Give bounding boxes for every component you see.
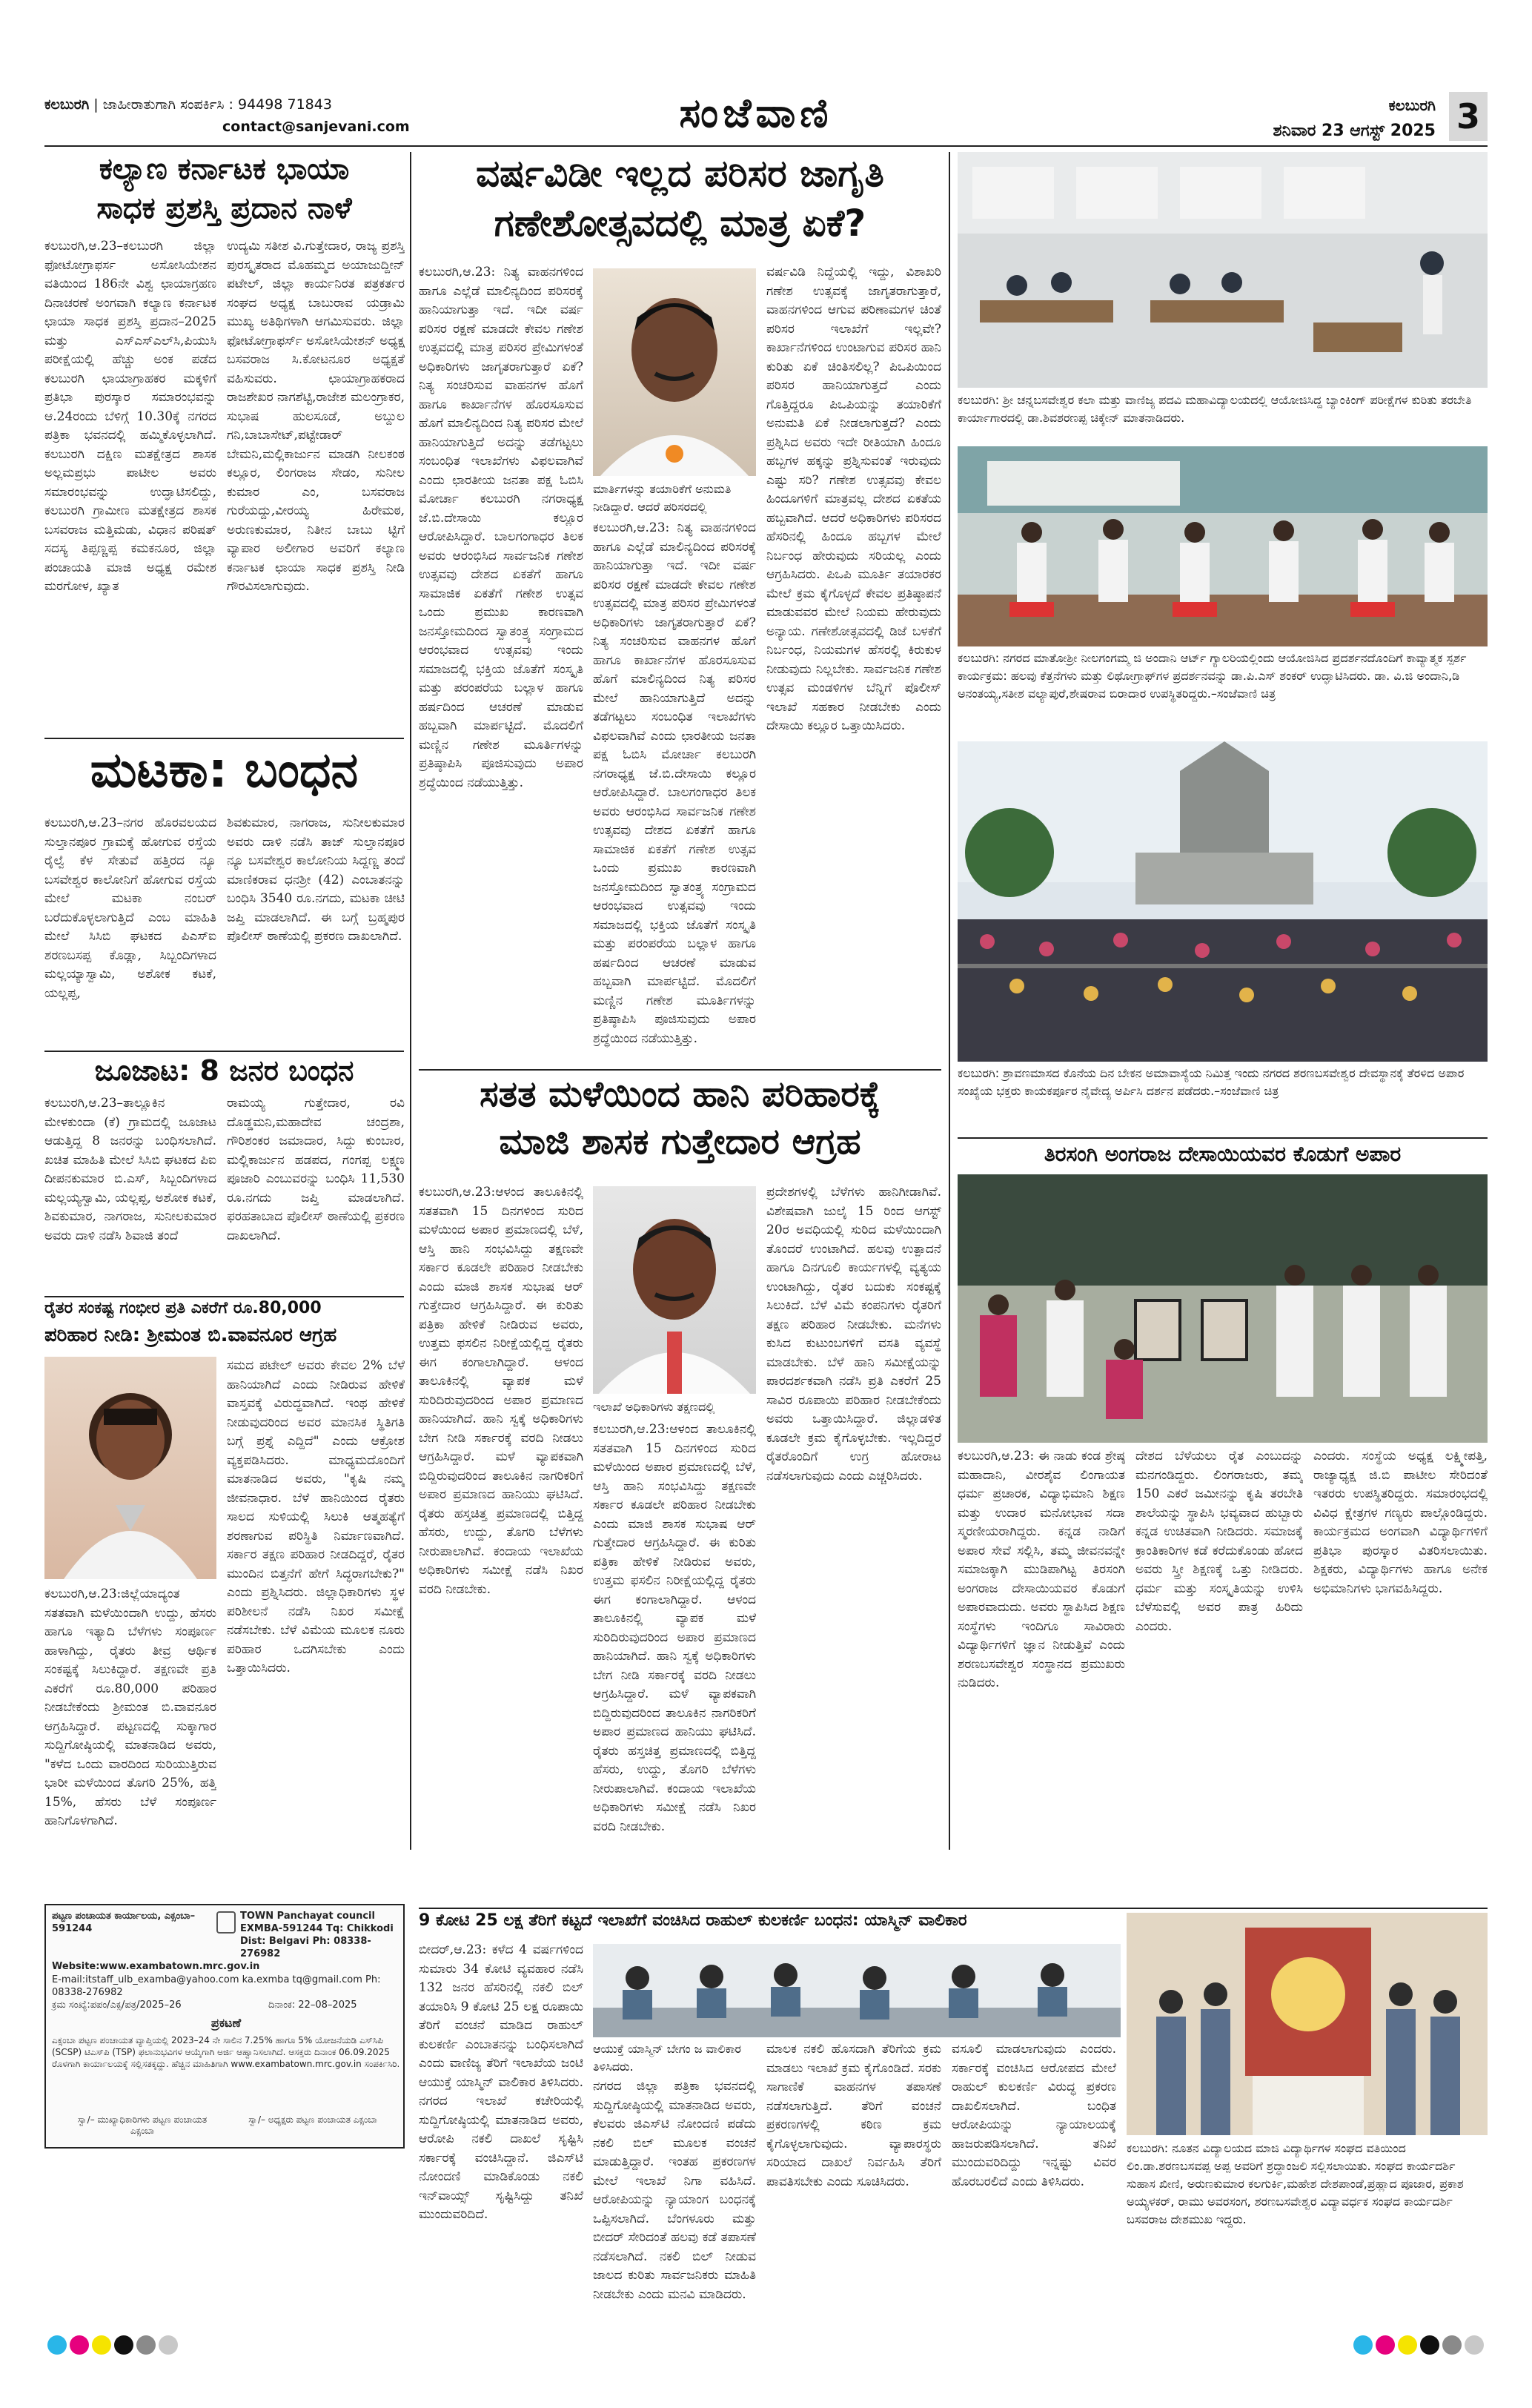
divider xyxy=(44,1051,404,1052)
headline: 9 ಕೋಟಿ 25 ಲಕ್ಷ ತೆರಿಗೆ ಕಟ್ಟದೆ ಇಲಾಖೆಗೆ ವಂಚಿಸಿದ ರಾಹುಲ್ ಕುಲಕರ್ಣಿ ಬಂಧನ: ಯಾಸ್ಮಿನ್ ವಾಲಿಕಾರ xyxy=(419,1911,967,1930)
registration-dot xyxy=(92,2335,111,2355)
article-col1-cont: ಕಲಬುರಗಿ,ಆ.23:ಆಳಂದ ತಾಲೂಕಿನಲ್ಲಿ ಸತತವಾಗಿ 15 ದಿನಗಳಿಂದ ಸುರಿದ ಮಳೆಯಿಂದ ಅಪಾರ ಪ್ರಮಾಣದಲ್ಲಿ ಬೆಳೆ, ಆಸ್ತಿ ಹಾನಿ ಸಂಭವಿಸಿದ್ದು ತಕ್ಷಣವೇ ಸರ್ಕಾರ ಕೂಡಲೇ ಪರಿಹಾರ ನೀಡಬೇಕು ಎಂದು ಮಾಜಿ ಶಾಸಕ ಸುಭಾಷ ಆರ್ ಗುತ್ತೇದಾರ ಆಗ್ರಹಿಸಿದ್ದಾರೆ. ಈ ಕುರಿತು ಪತ್ರಿಕಾ ಹೇಳಿಕೆ ನೀಡಿರುವ ಅವರು, ಉತ್ತಮ ಫಸಲಿನ ನಿರೀಕ್ಷೆಯಲ್ಲಿದ್ದ ರೈತರು ಈಗ ಕಂಗಾಲಾಗಿದ್ದಾರೆ. ಆಳಂದ ತಾಲೂಕಿನಲ್ಲಿ ವ್ಯಾಪಕ ಮಳೆ ಸುರಿದಿರುವುದರಿಂದ ಅಪಾರ ಪ್ರಮಾಣದ ಹಾನಿಯಾಗಿದೆ. ಹಾನಿ ಸ್ವಕ್ಕೆ ಅಧಿಕಾರಿಗಳು ಬೇಗ ನೀಡಿ ಸರ್ಕಾರಕ್ಕೆ ವರದಿ ನೀಡಲು ಆಗ್ರಹಿಸಿದ್ದಾರೆ. ಮಳೆ ವ್ಯಾಪಕವಾಗಿ ಬಿದ್ದಿರುವುದರಿಂದ ತಾಲೂಕಿನ ನಾಗರಿಕರಿಗೆ ಅಪಾರ ಪ್ರಮಾಣದ ಹಾನಿಯು ಘಟಿಸಿದೆ. ರೈತರು ಹಸ್ತಚಿತ್ತ ಪ್ರಮಾಣದಲ್ಲಿ ಬಿತ್ತಿದ್ದ ಹೆಸರು, ಉದ್ದು, ತೊಗರಿ ಬೆಳೆಗಳು ನೀರುಪಾಲಾಗಿವೆ. ಕಂದಾಯ ಇಲಾಖೆಯ ಅಧಿಕಾರಿಗಳು ಸಮೀಕ್ಷೆ ನಡೆಸಿ ನಿಖರ ವರದಿ ನೀಡಬೇಕು. xyxy=(593,1422,756,1834)
exhibition-image-icon xyxy=(958,446,1488,646)
registration-dot xyxy=(70,2335,89,2355)
article-col1: ಕಲಬುರಗಿ,ಆ.23:ಜಿಲ್ಲೆಯಾದ್ಯಂತ ಸತತವಾಗಿ ಮಳೆಯಿಂದಾಗಿ ಉದ್ದು, ಹೆಸರು ಹಾಗೂ ಇತ್ಯಾದಿ ಬೆಳೆಗಳು ಸಂಪೂರ್ಣ ಹಾಳಾಗಿದ್ದು, ರೈತರು ತೀವ್ರ ಆರ್ಥಿಕ ಸಂಕಷ್ಟಕ್ಕೆ ಸಿಲುಕಿದ್ದಾರೆ. ತಕ್ಷಣವೇ ಪ್ರತಿ ಎಕರೆಗೆ ರೂ.80,000 ಪರಿಹಾರ ನೀಡಬೇಕೆಂದು ಶ್ರೀಮಂತ ಬಿ.ವಾವನೂರ ಆಗ್ರಹಿಸಿದ್ದಾರೆ. ಪಟ್ಟಣದಲ್ಲಿ ಸುಕ್ಕಾಗಾರ ಸುದ್ದಿಗೋಷ್ಠಿಯಲ್ಲಿ ಮಾತನಾಡಿದ ಅವರು, "ಕಳೆದ ಒಂದು ವಾರದಿಂದ ಸುರಿಯುತ್ತಿರುವ ಭಾರೀ ಮಳೆಯಿಂದ ತೊಗರಿ 25%, ಹತ್ತಿ 15%, ಹೆಸರು ಬೆಳೆ ಸಂಪೂರ್ಣ ಹಾನಿಗೊಳಗಾಗಿದೆ. xyxy=(44,1587,216,1828)
masthead-city: ಕಲಬುರಗಿ xyxy=(44,96,90,113)
ad-notice-title: ಪ್ರಕಟಣೆ xyxy=(210,2016,242,2030)
gst-press-meet-photo xyxy=(593,1944,1121,2037)
article-col1: ಕಲಬುರಗಿ,ಆ.23–ತಾಲ್ಲೂಕಿನ ಮೇಳಕುಂದಾ (ಕೆ) ಗ್ರಾಮದಲ್ಲಿ ಜೂಜಾಟ ಆಡುತ್ತಿದ್ದ 8 ಜನರನ್ನು ಬಂಧಿಸಲಾಗಿದೆ. ಖಚಿತ ಮಾಹಿತಿ ಮೇಲೆ ಸಿಸಿಬಿ ಘಟಕದ ಪಿಐ ದೀಪನಕುಮಾರ ಬಿ.ಎಸ್, ಸಿಬ್ಬಂದಿಗಳಾದ ಮಲ್ಲಯ್ಯಸ್ವಾಮಿ, ಯಲ್ಲಪ್ಪ, ಅಶೋಕ ಕಟಕೆ, ಶಿವಕುಮಾರ, ನಾಗರಾಜ, ಸುನೀಲಕುಮಾರ ಅವರು ದಾಳಿ ನಡೆಸಿ ಶಿವಾಜಿ ತಂದೆ xyxy=(44,1096,216,1243)
column-rule-left xyxy=(410,152,411,1850)
person-portrait-icon xyxy=(593,268,756,476)
headline: ತಿರಸಂಗಿ ಅಂಗರಾಜ ದೇಸಾಯಿಯವರ ಕೊಡುಗೆ ಅಪಾರ xyxy=(1044,1142,1402,1166)
masthead-contact: ಕಲಬುರಗಿ | ಜಾಹೀರಾತುಗಾಗಿ ಸಂಪರ್ಕಿಸಿ : 94498 71843 xyxy=(44,96,332,113)
registration-dot xyxy=(136,2335,156,2355)
photo-caption: ಕಲಬುರಗಿ: ಶ್ರಾವಣಮಾಸದ ಕೊನೆಯ ದಿನ ಬೇಕನ ಅಮಾವಾಸ್ಯೆಯ ನಿಮಿತ್ತ ಇಂದು ನಗರದ ಶರಣಬಸವೇಶ್ವರ ದೇವಸ್ಥಾನಕ್ಕೆ ತೆರಳಿದ ಅಪಾರ ಸಂಖ್ಯೆಯ ಭಕ್ತರು ಕಾಯಕರ್ಪೂರ ನೈವೇದ್ಯ ಅರ್ಪಿಸಿ ದರ್ಶನ ಪಡೆದರು.–ಸಂಜೆವಾಣಿ ಚಿತ್ರ xyxy=(958,1066,1465,1098)
ad-website[interactable]: Website:www.exambatown.mrc.gov.in xyxy=(52,1961,260,1972)
divider xyxy=(419,1908,1488,1909)
ad-title-kannada: ಪಟ್ಟಣ ಪಂಚಾಯತ ಕಾರ್ಯಾಲಯ, ಎಕ್ಸಂಬಾ–591244 xyxy=(52,1911,196,1934)
classroom-image-icon xyxy=(958,152,1488,388)
masthead-date: ಶನಿವಾರ 23 ಆಗಸ್ಟ್ 2025 xyxy=(1273,122,1436,140)
headline: ಮಟಕಾ: ಬಂಧನ xyxy=(90,741,359,798)
article-col1: ಕಲಬುರಗಿ,ಆ.23–ನಗರ ಹೊರವಲಯದ ಸುಲ್ತಾನಪೂರ ಗ್ರಾಮಕ್ಕೆ ಹೋಗುವ ರಸ್ತೆಯ ರೈಲ್ವೆ ಕೆಳ ಸೇತುವೆ ಹತ್ತಿರದ ನ್ಯೂ ಬಸವೇಶ್ವರ ಕಾಲೋನಿಗೆ ಹೋಗುವ ರಸ್ತೆಯ ಮೇಲೆ ಮಟಕಾ ನಂಬರ್ ಬರೆದುಕೊಳ್ಳಲಾಗುತ್ತಿದೆ ಎಂಬ ಮಾಹಿತಿ ಮೇಲೆ ಸಿಸಿಬಿ ಘಟಕದ ಪಿಎಸ್‌ಐ ಶರಣಬಸಪ್ಪ ಕೊಡ್ಲಾ, ಸಿಬ್ಬಂದಿಗಳಾದ ಮಲ್ಲಯ್ಯಾಸ್ವಾಮಿ, ಅಶೋಕ ಕಟಕೆ, ಯಲ್ಲಪ್ಪ, xyxy=(44,816,216,1001)
photo-caption: ಕಲಬುರಗಿ: ನೂತನ ವಿದ್ಯಾಲಯದ ಮಾಜಿ ವಿದ್ಯಾರ್ಥಿಗಳ ಸಂಘದ ವತಿಯಿಂದ ಲಿಂ.ಡಾ.ಶರಣಬಸವಪ್ಪ ಅಪ್ಪ ಅವರಿಗೆ ಶ್ರದ್ಧಾಂಜಲಿ ಸಲ್ಲಿಸಲಾಯಿತು. ಸಂಘದ ಕಾರ್ಯದರ್ಶಿ ಸುಹಾಸ ಖೀಣಿ, ಅರುಣಕುಮಾರ ಕಲಗುರ್ಕಿ,ಮಹೇಶ ದೇಶಪಾಂಡೆ,ಪ್ರಹ್ಲಾದ ಪೂಜಾರ, ಪ್ರಕಾಶ ಅಯ್ಯಳಕರ್, ರಾಮು ಅವರಸಂಗ, ಶರಣಬಸವೇಶ್ವರ ವಿದ್ಯಾವರ್ಧಕ ಸಂಘದ ಕಾರ್ಯದರ್ಶಿ ಬಸವರಾಜ ದೇಶಮುಖ ಇದ್ದರು. xyxy=(1127,2141,1464,2226)
registration-dot xyxy=(1376,2335,1395,2355)
article-col4: ವಸೂಲಿ ಮಾಡಲಾಗುವುದು ಎಂದರು. ಸರ್ಕಾರಕ್ಕೆ ವಂಚಿಸಿದ ಆರೋಪದ ಮೇಲೆ ರಾಹುಲ್ ಕುಲಕರ್ಣಿ ವಿರುದ್ಧ ಪ್ರಕರಣ ದಾಖಲಿಸಲಾಗಿದೆ. ಬಂಧಿತ ಆರೋಪಿಯನ್ನು ನ್ಯಾಯಾಲಯಕ್ಕೆ ಹಾಜರುಪಡಿಸಲಾಗಿದೆ. ತನಿಖೆ ಮುಂದುವರಿದಿದ್ದು ಇನ್ನಷ್ಟು ವಿವರ ಹೊರಬರಲಿದೆ ಎಂದು ತಿಳಿಸಿದರು. xyxy=(952,2042,1116,2189)
registration-dot xyxy=(1465,2335,1484,2355)
headline-line2: ಸಾಧಕ ಪ್ರಶಸ್ತಿ ಪ್ರದಾನ ನಾಳೆ xyxy=(96,191,352,225)
article-col2: ರಾಮಯ್ಯ ಗುತ್ತೇದಾರ, ರವಿ ದೊಡ್ಡಮನಿ,ಮಹಾದೇವ ಚಂದ್ರಶಾ, ಗೌರಿಶಂಕರ ಜಮಾದಾರ, ಸಿದ್ದು ಕುಂಬಾರ, ಮಲ್ಲಿಕಾರ್ಜುನ ಹಡಪದ, ಗಂಗಪ್ಪ ಲಕ್ಷ್ಮಣ ಪೂಜಾರಿ ಎಂಬುವರನ್ನು ಬಂಧಿಸಿ 11,530 ರೂ.ನಗದು ಜಪ್ತಿ ಮಾಡಲಾಗಿದೆ. ಫರಹತಾಬಾದ ಪೊಲೀಸ್ ಠಾಣೆಯಲ್ಲಿ ಪ್ರಕರಣ ದಾಖಲಾಗಿದೆ. xyxy=(227,1096,405,1243)
photo-caption: ಕಲಬುರಗಿ: ಶ್ರೀ ಚನ್ನಬಸವೇಶ್ವರ ಕಲಾ ಮತ್ತು ವಾಣಿಜ್ಯ ಪದವಿ ಮಹಾವಿದ್ಯಾಲಯದಲ್ಲಿ ಆಯೋಜಿಸಿದ್ದ ಬ್ಯಾಂಕಿಂಗ್ ಪರೀಕ್ಷೆಗಳ ಕುರಿತು ತರಬೇತಿ ಕಾರ್ಯಾಗಾರದಲ್ಲಿ ಡಾ.ಶಿವಶರಣಪ್ಪ ಚಿಕ್ಕೇನ್ ಮಾತನಾಡಿದರು. xyxy=(958,393,1472,425)
article-col1: ಕಲಬುರಗಿ,ಆ.23: ಈ ನಾಡು ಕಂಡ ಶ್ರೇಷ್ಠ ಮಹಾದಾನಿ, ವೀರಶೈವ ಲಿಂಗಾಯತ ಧರ್ಮ ಪ್ರಚಾರಕ, ವಿದ್ಯಾಭಿಮಾನಿ ಶಿಕ್ಷಣ ಮತ್ತು ಉದಾರ ಮನೋಭಾವ ಸದಾ ಸ್ಮರಣೀಯರಾಗಿದ್ದರು. ಕನ್ನಡ ನಾಡಿಗೆ ಅಪಾರ ಸೇವೆ ಸಲ್ಲಿಸಿ, ತಮ್ಮ ಜೀವನವನ್ನೇ ಸಮಾಜಕ್ಕಾಗಿ ಮುಡಿಪಾಗಿಟ್ಟ ತಿರಸಂಗಿ ಅಂಗರಾಜ ದೇಸಾಯಿಯವರ ಕೊಡುಗೆ ಅಪಾರವಾದುದು. ಅವರು ಸ್ಥಾಪಿಸಿದ ಶಿಕ್ಷಣ ಸಂಸ್ಥೆಗಳು ಇಂದಿಗೂ ಸಾವಿರಾರು ವಿದ್ಯಾರ್ಥಿಗಳಿಗೆ ಜ್ಞಾನ ನೀಡುತ್ತಿವೆ ಎಂದು ಶರಣಬಸವೇಶ್ವರ ಸಂಸ್ಥಾನದ ಪ್ರಮುಖರು ನುಡಿದರು. xyxy=(958,1449,1125,1690)
registration-dot xyxy=(159,2335,178,2355)
headline-line1: ಸತತ ಮಳೆಯಿಂದ ಹಾನಿ ಪರಿಹಾರಕ್ಕೆ xyxy=(480,1074,881,1115)
person-portrait-icon xyxy=(593,1186,756,1394)
ad-date: ದಿನಾಂಕ: 22–08–2025 xyxy=(268,2000,357,2011)
article-col1: ಕಲಬುರಗಿ,ಆ.23–ಕಲಬುರಗಿ ಜಿಲ್ಲಾ ಫೋಟೋಗ್ರಾಫರ್ಸ ಅಸೋಸಿಯೇಶನ ವತಿಯಿಂದ 186ನೇ ವಿಶ್ವ ಛಾಯಾಗ್ರಹಣ ದಿನಾಚರಣೆ ಅಂಗವಾಗಿ ಕಲ್ಯಾಣ ಕರ್ನಾಟಕ ಛಾಯಾ ಸಾಧಕ ಪ್ರಶಸ್ತಿ ಪ್ರದಾನ–2025 ಮತ್ತು ಎಸ್‌ಎಸ್‌ಎಲ್‌ಸಿ,ಪಿಯುಸಿ ಪರೀಕ್ಷೆಯಲ್ಲಿ ಹೆಚ್ಚು ಅಂಕ ಪಡೆದ ಕಲಬುರಗಿ ಛಾಯಾಗ್ರಾಹಕರ ಮಕ್ಕಳಿಗೆ ಪ್ರತಿಭಾ ಪುರಸ್ಕಾರ ಸಮಾರಂಭವನ್ನು ಆ.24ರಂದು ಬೆಳಿಗ್ಗೆ 10.30ಕ್ಕೆ ನಗರದ ಪತ್ರಿಕಾ ಭವನದಲ್ಲಿ ಹಮ್ಮಿಕೊಳ್ಳಲಾಗಿದೆ. ಕಲಬುರಗಿ ದಕ್ಷಿಣ ಮತಕ್ಷೇತ್ರದ ಶಾಸಕ ಅಲ್ಲಮಪ್ರಭು ಪಾಟೀಲ ಅವರು ಸಮಾರಂಭವನ್ನು ಉದ್ಘಾಟಿಸಲಿದ್ದು, ಕಲಬುರಗಿ ಗ್ರಾಮೀಣ ಮತಕ್ಷೇತ್ರದ ಶಾಸಕ ಬಸವರಾಜ ಮತ್ತಿಮಡು, ವಿಧಾನ ಪರಿಷತ್ ಸದಸ್ಯ ತಿಪ್ಪಣ್ಣಪ್ಪ ಕಮಕನೂರ, ಜಿಲ್ಲಾ ಪಂಚಾಯತಿ ಮಾಜಿ ಅಧ್ಯಕ್ಷ ರಮೇಶ ಮರಗೋಳ, ಖ್ಯಾತ xyxy=(44,239,216,594)
photo-caption: ಕಲಬುರಗಿ: ನಗರದ ಮಾತೋಶ್ರೀ ನೀಲಗಂಗಮ್ಮ ಜಿ ಅಂದಾನಿ ಆರ್ಟ್ ಗ್ಯಾಲರಿಯಲ್ಲಿಂದು ಆಯೋಜಿಸಿದ ಪ್ರದರ್ಶನದೊಂದಿಗೆ ಕಾವ್ಯಾತ್ಮಕ ಸ್ಪರ್ಶ ಕಾರ್ಯಕ್ರಮ: ಹಲವು ಕೆತ್ತನೆಗಳು ಮತ್ತು ಲಿಥೋಗ್ರಾಫ್‌ಗಳ ಪ್ರದರ್ಶನವನ್ನು ಡಾ.ಪಿ.ಎಸ್ ಶಂಕರ್ ಉದ್ಘಾಟಿಸಿದರು. ಡಾ. ವಿ.ಜಿ ಅಂದಾನಿ,ಡಿ ಅನಂತಯ್ಯ,ಸತೀಶ ವಲ್ಯಾಪುರೆ,ಶೇಷರಾವ ಬಿರಾದಾರ ಉಪಸ್ಥಿತರಿದ್ದರು.–ಸಂಜೆವಾಣಿ ಚಿತ್ರ xyxy=(958,651,1467,701)
headline-line2: ಪರಿಹಾರ ನೀಡಿ: ಶ್ರೀಮಂತ ಬಿ.ವಾವನೂರ ಆಗ್ರಹ xyxy=(44,1324,337,1346)
headline-line1: ರೈತರ ಸಂಕಷ್ಟ ಗಂಭೀರ ಪ್ರತಿ ಎಕರೆಗೆ ರೂ.80,000 xyxy=(44,1299,322,1317)
article-col1-cont: ಕಲಬುರಗಿ,ಆ.23: ನಿತ್ಯ ವಾಹನಗಳಿಂದ ಹಾಗೂ ಎಲ್ಲೆಡೆ ಮಾಲಿನ್ಯದಿಂದ ಪರಿಸರಕ್ಕೆ ಹಾನಿಯಾಗುತ್ತಾ ಇದೆ. ಇದೀ ವರ್ಷ ಪರಿಸರ ರಕ್ಷಣೆ ಮಾಡದೇ ಕೇವಲ ಗಣೇಶ ಉತ್ಸವದಲ್ಲಿ ಮಾತ್ರ ಪರಿಸರ ಪ್ರೇಮಿಗಳಂತೆ ಅಧಿಕಾರಿಗಳು ಜಾಗೃತರಾಗುತ್ತಾರೆ ಏಕೆ? ನಿತ್ಯ ಸಂಚರಿಸುವ ವಾಹನಗಳ ಹೊಗೆ ಹಾಗೂ ಕಾರ್ಖಾನೆಗಳ ಹೊರಸೂಸುವ ಹೊಗೆ ಮಾಲಿನ್ಯದಿಂದ ನಿತ್ಯ ಪರಿಸರ ಮೇಲೆ ಹಾನಿಯಾಗುತ್ತಿದೆ ಅದನ್ನು ತಡೆಗಟ್ಟಲು ಸಂಬಂಧಿತ ಇಲಾಖೆಗಳು ವಿಫಲವಾಗಿವೆ ಎಂದು ಛಾರತೀಯ ಜನತಾ ಪಕ್ಷ ಓಬಿಸಿ ಮೋರ್ಚಾ ಕಲಬುರಗಿ ನಗರಾಧ್ಯಕ್ಷ ಜೆ.ಬಿ.ದೇಸಾಯಿ ಕಲ್ಲೂರ ಆರೋಪಿಸಿದ್ದಾರೆ. ಬಾಲಗಂಗಾಧರ ತಿಲಕ ಅವರು ಆರಂಭಿಸಿದ ಸಾರ್ವಜನಿಕ ಗಣೇಶ ಉತ್ಸವವು ದೇಶದ ಏಕತೆಗೆ ಹಾಗೂ ಸಾಮಾಜಿಕ ಏಕತೆಗೆ ಗಣೇಶ ಉತ್ಸವ ಒಂದು ಪ್ರಮುಖ ಕಾರಣವಾಗಿ ಜನಸ್ತೋಮದಿಂದ ಸ್ವಾತಂತ್ರ್ಯ ಸಂಗ್ರಾಮದ ಆರಂಭವಾದ ಉತ್ಸವವು ಇಂದು ಸಮಾಜದಲ್ಲಿ ಭಕ್ತಿಯ ಜೊತೆಗೆ ಸಂಸ್ಕೃತಿ ಮತ್ತು ಪರಂಪರೆಯ ಬಲ್ಲಾಳ ಹಾಗೂ ಹರ್ಷದಿಂದ ಆಚರಣೆ ಮಾಡುವ ಹಬ್ಬವಾಗಿ ಮಾರ್ಪಟ್ಟಿದೆ. ಮೊದಲಿಗೆ ಮಣ್ಣಿನ ಗಣೇಶ ಮೂರ್ತಿಗಳನ್ನು ಪ್ರತಿಷ್ಠಾಪಿಸಿ ಪೂಜಿಸುವುದು ಅಪಾರ ಶ್ರದ್ಧೆಯಿಂದ ನಡೆಯುತ್ತಿತ್ತು. xyxy=(593,520,756,1046)
article-col1: ಕಲಬುರಗಿ,ಆ.23: ನಿತ್ಯ ವಾಹನಗಳಿಂದ ಹಾಗೂ ಎಲ್ಲೆಡೆ ಮಾಲಿನ್ಯದಿಂದ ಪರಿಸರಕ್ಕೆ ಹಾನಿಯಾಗುತ್ತಾ ಇದೆ. ಇದೀ ವರ್ಷ ಪರಿಸರ ರಕ್ಷಣೆ ಮಾಡದೇ ಕೇವಲ ಗಣೇಶ ಉತ್ಸವದಲ್ಲಿ ಮಾತ್ರ ಪರಿಸರ ಪ್ರೇಮಿಗಳಂತೆ ಅಧಿಕಾರಿಗಳು ಜಾಗೃತರಾಗುತ್ತಾರೆ ಏಕೆ? ನಿತ್ಯ ಸಂಚರಿಸುವ ವಾಹನಗಳ ಹೊಗೆ ಹಾಗೂ ಕಾರ್ಖಾನೆಗಳ ಹೊರಸೂಸುವ ಹೊಗೆ ಮಾಲಿನ್ಯದಿಂದ ನಿತ್ಯ ಪರಿಸರ ಮೇಲೆ ಹಾನಿಯಾಗುತ್ತಿದೆ ಅದನ್ನು ತಡೆಗಟ್ಟಲು ಸಂಬಂಧಿತ ಇಲಾಖೆಗಳು ವಿಫಲವಾಗಿವೆ ಎಂದು ಛಾರತೀಯ ಜನತಾ ಪಕ್ಷ ಓಬಿಸಿ ಮೋರ್ಚಾ ಕಲಬುರಗಿ ನಗರಾಧ್ಯಕ್ಷ ಜೆ.ಬಿ.ದೇಸಾಯಿ ಕಲ್ಲೂರ ಆರೋಪಿಸಿದ್ದಾರೆ. ಬಾಲಗಂಗಾಧರ ತಿಲಕ ಅವರು ಆರಂಭಿಸಿದ ಸಾರ್ವಜನಿಕ ಗಣೇಶ ಉತ್ಸವವು ದೇಶದ ಏಕತೆಗೆ ಹಾಗೂ ಸಾಮಾಜಿಕ ಏಕತೆಗೆ ಗಣೇಶ ಉತ್ಸವ ಒಂದು ಪ್ರಮುಖ ಕಾರಣವಾಗಿ ಜನಸ್ತೋಮದಿಂದ ಸ್ವಾತಂತ್ರ್ಯ ಸಂಗ್ರಾಮದ ಆರಂಭವಾದ ಉತ್ಸವವು ಇಂದು ಸಮಾಜದಲ್ಲಿ ಭಕ್ತಿಯ ಜೊತೆಗೆ ಸಂಸ್ಕೃತಿ ಮತ್ತು ಪರಂಪರೆಯ ಬಲ್ಲಾಳ ಹಾಗೂ ಹರ್ಷದಿಂದ ಆಚರಣೆ ಮಾಡುವ ಹಬ್ಬವಾಗಿ ಮಾರ್ಪಟ್ಟಿದೆ. ಮೊದಲಿಗೆ ಮಣ್ಣಿನ ಗಣೇಶ ಮೂರ್ತಿಗಳನ್ನು ಪ್ರತಿಷ್ಠಾಪಿಸಿ ಪೂಜಿಸುವುದು ಅಪಾರ ಶ್ರದ್ಧೆಯಿಂದ ನಡೆಯುತ್ತಿತ್ತು. xyxy=(419,265,583,790)
ad-notice-body: ಎಕ್ಸಂಬಾ ಪಟ್ಟಣ ಪಂಚಾಯತ ವ್ಯಾಪ್ತಿಯಲ್ಲಿ 2023–24 ನೇ ಸಾಲಿನ 7.25% ಹಾಗೂ 5% ಯೋಜನೆಯಡಿ ಎಸ್‌ಸಿಪಿ (SCSP) ಟಿಎಸ್‌ಪಿ (TSP) ಫಲಾನುಭವಿಗಳ ಆಯ್ಕೆಗಾಗಿ ಅರ್ಜಿ ಆಹ್ವಾನಿಸಲಾಗಿದೆ. ಆಸಕ್ತರು ದಿನಾಂಕ 06.09.2025 ರೊಳಗಾಗಿ ಕಾರ್ಯಾಲಯಕ್ಕೆ ಸಲ್ಲಿಸತಕ್ಕದ್ದು. ಹೆಚ್ಚಿನ ಮಾಹಿತಿಗಾಗಿ www.exambatown.mrc.gov.in ಸಂಪರ್ಕಿಸಿರಿ. xyxy=(52,2035,400,2069)
article-col1: ಬೀದರ್,ಆ.23: ಕಳೆದ 4 ವರ್ಷಗಳಿಂದ ಸುಮಾರು 34 ಕೋಟಿ ವ್ಯವಹಾರ ನಡೆಸಿ 132 ಜನರ ಹೆಸರಿನಲ್ಲಿ ನಕಲಿ ಬಿಲ್ ತಯಾರಿಸಿ 9 ಕೋಟಿ 25 ಲಕ್ಷ ರೂಪಾಯಿ ತೆರಿಗೆ ವಂಚನೆ ಮಾಡಿದ ರಾಹುಲ್ ಕುಲಕರ್ಣಿ ಎಂಬಾತನನ್ನು ಬಂಧಿಸಲಾಗಿದೆ ಎಂದು ವಾಣಿಜ್ಯ ತೆರಿಗೆ ಇಲಾಖೆಯ ಜಂಟಿ ಆಯುಕ್ತೆ ಯಾಸ್ಮಿನ್ ವಾಲಿಕಾರ ತಿಳಿಸಿದರು. ನಗರದ ಇಲಾಖೆ ಕಚೇರಿಯಲ್ಲಿ ಸುದ್ದಿಗೋಷ್ಠಿಯಲ್ಲಿ ಮಾತನಾಡಿದ ಅವರು, ಆರೋಪಿ ನಕಲಿ ದಾಖಲೆ ಸೃಷ್ಟಿಸಿ ಸರ್ಕಾರಕ್ಕೆ ವಂಚಿಸಿದ್ದಾನೆ. ಜಿಎಸ್‌ಟಿ ನೋಂದಣಿ ಮಾಡಿಕೊಂಡು ನಕಲಿ ಇನ್‌ವಾಯ್ಸ್ ಸೃಷ್ಟಿಸಿದ್ದು ತನಿಖೆ ಮುಂದುವರಿದಿದೆ. xyxy=(419,1942,583,2222)
registration-dot xyxy=(114,2335,133,2355)
ad-title-english: TOWN Panchayat council EXMBA-591244 Tq: Chikkodi Dist: Belgavi Ph: 08338-276982 xyxy=(240,1911,394,1959)
article-col2: ದೇಶದ ಬೆಳೆಯಲು ರೈತ ಎಂಬುದನ್ನು ಮನಗಂಡಿದ್ದರು. ಲಿಂಗರಾಜರು, ತಮ್ಮ 150 ಎಕರೆ ಜಮೀನನ್ನು ಕೃಷಿ ತರಬೇತಿ ಶಾಲೆಯನ್ನು ಸ್ಥಾಪಿಸಿ ಭವ್ಯವಾದ ಹುಬ್ಬಾರು ಕನ್ನಡ ಉಚಿತವಾಗಿ ನೀಡಿದರು. ಸಮಾಜಕ್ಕೆ ಕ್ರಾಂತಿಕಾರಿಗಳ ಕಡೆ ಕರೆದುಕೊಂಡು ಹೋದ ಅವರು ಸ್ತ್ರೀ ಶಿಕ್ಷಣಕ್ಕೆ ಒತ್ತು ನೀಡಿದರು. ಧರ್ಮ ಮತ್ತು ಸಂಸ್ಕೃತಿಯನ್ನು ಉಳಿಸಿ ಬೆಳೆಸುವಲ್ಲಿ ಅವರ ಪಾತ್ರ ಹಿರಿದು ಎಂದರು. xyxy=(1135,1449,1303,1634)
alumni-tribute-photo xyxy=(1127,1913,1488,2135)
article-col2: ವರ್ಷವಿಡಿ ನಿದ್ದೆಯಲ್ಲಿ ಇದ್ದು, ವಿಶಾಖರಿ ಗಣೇಶ ಉತ್ಸವಕ್ಕೆ ಜಾಗೃತರಾಗುತ್ತಾರೆ, ವಾಹನಗಳಿಂದ ಆಗುವ ಪರಿಣಾಮಗಳ ಚಿಂತೆ ಪರಿಸರ ಇಲಾಖೆಗೆ ಇಲ್ಲವೇ? ಕಾರ್ಖಾನೆಗಳಿಂದ ಉಂಟಾಗುವ ಪರಿಸರ ಹಾನಿ ಕುರಿತು ಏಕೆ ಚಿಂತಿಸಲಿಲ್ಲ? ಪಿಒಪಿಯಿಂದ ಪರಿಸರ ಹಾನಿಯಾಗುತ್ತದೆ ಎಂದು ಗೊತ್ತಿದ್ದರೂ ಪಿಒಪಿಯನ್ನು ತಯಾರಿಕೆಗೆ ಅನುಮತಿ ಏಕೆ ನೀಡಲಾಗುತ್ತದೆ? ಎಂದು ಪ್ರಶ್ನಿಸಿದ ಅವರು ಇದೇ ರೀತಿಯಾಗಿ ಹಿಂದೂ ಹಬ್ಬಗಳ ಹಕ್ಕನ್ನು ಪ್ರಶ್ನಿಸುವಂತೆ ಇರುವುದು ಎಷ್ಟು ಸರಿ? ಗಣೇಶ ಉತ್ಸವವು ಕೇವಲ ಹಿಂದೂಗಳಿಗೆ ಮಾತ್ರವಲ್ಲ ದೇಶದ ಏಕತೆಯ ಹಬ್ಬವಾಗಿದೆ. ಆದರೆ ಅಧಿಕಾರಿಗಳು ಪರಿಸರದ ಹೆಸರಿನಲ್ಲಿ ಹಿಂದೂ ಹಬ್ಬಗಳ ಮೇಲೆ ನಿರ್ಬಂಧ ಹೇರುವುದು ಸರಿಯಲ್ಲ ಎಂದು ಆಗ್ರಹಿಸಿದರು. ಪಿಒಪಿ ಮೂರ್ತಿ ತಯಾರಕರ ಮೇಲೆ ಕ್ರಮ ಕೈಗೊಳ್ಳದೆ ಕೇವಲ ಪ್ರತಿಷ್ಠಾಪನೆ ಮಾಡುವವರ ಮೇಲೆ ನಿಯಮ ಹೇರುವುದು ಅನ್ಯಾಯ. ಗಣೇಶೋತ್ಸವದಲ್ಲಿ ಡಿಜೆ ಬಳಕೆಗೆ ನಿರ್ಬಂಧ, ನಿಯಮಗಳ ಹೆಸರಲ್ಲಿ ಕಿರುಕುಳ ನೀಡುವುದು ನಿಲ್ಲಬೇಕು. ಸಾರ್ವಜನಿಕ ಗಣೇಶ ಉತ್ಸವ ಮಂಡಳಿಗಳ ಬೆನ್ನಿಗೆ ಪೊಲೀಸ್ ಇಲಾಖೆ ಸಹಕಾರ ನೀಡಬೇಕು ಎಂದು ದೇಸಾಯಿ ಕಲ್ಲೂರ ಒತ್ತಾಯಿಸಿದರು. xyxy=(766,265,941,733)
article-col2: ಸಮದ ಪಟೇಲ್ ಅವರು ಕೇವಲ 2% ಬೆಳೆ ಹಾನಿಯಾಗಿದೆ ಎಂದು ನೀಡಿರುವ ಹೇಳಿಕೆ ವಾಸ್ತವಕ್ಕೆ ವಿರುದ್ಧವಾಗಿದೆ. ಇಂಥ ಹೇಳಿಕೆ ನೀಡುವುದರಿಂದ ಅವರ ಮಾನಸಿಕ ಸ್ಥಿತಿಗತಿ ಬಗ್ಗೆ ಪ್ರಶ್ನೆ ಎದ್ದಿದೆ" ಎಂದು ಆಕ್ರೋಶ ವ್ಯಕ್ತಪಡಿಸಿದರು. ಮಾಧ್ಯಮದೊಂದಿಗೆ ಮಾತನಾಡಿದ ಅವರು, "ಕೃಷಿ ನಮ್ಮ ಜೀವನಾಧಾರ. ಬೆಳೆ ಹಾನಿಯಿಂದ ರೈತರು ಸಾಲದ ಸುಳಿಯಲ್ಲಿ ಸಿಲುಕಿ ಆತ್ಮಹತ್ಯೆಗೆ ಶರಣಾಗುವ ಪರಿಸ್ಥಿತಿ ನಿರ್ಮಾಣವಾಗಿದೆ. ಸರ್ಕಾರ ತಕ್ಷಣ ಪರಿಹಾರ ನೀಡದಿದ್ದರೆ, ರೈತರ ಮುಂದಿನ ಬಿತ್ತನೆಗೆ ಹೇಗೆ ಸಿದ್ಧರಾಗಬೇಕು?" ಎಂದು ಪ್ರಶ್ನಿಸಿದರು. ಜಿಲ್ಲಾಧಿಕಾರಿಗಳು ಸ್ಥಳ ಪರಿಶೀಲನೆ ನಡೆಸಿ ನಿಖರ ಸಮೀಕ್ಷೆ ನಡೆಸಬೇಕು. ಬೆಳೆ ವಿಮೆಯ ಮೂಲಕ ನೂರು ಪರಿಹಾರ ಒದಗಿಸಬೇಕು ಎಂದು ಒತ್ತಾಯಿಸಿದರು. xyxy=(227,1358,405,1676)
ad-ref-number: ಕ್ರಮ ಸಂಖ್ಯೆ:ಪಪಂ/ಎಕ್ಸ/ಪತ್ರ/2025–26 xyxy=(52,2000,182,2011)
registration-dot xyxy=(1420,2335,1439,2355)
divider xyxy=(958,1137,1488,1139)
emblem-icon xyxy=(216,1911,236,1934)
page-number: 3 xyxy=(1449,92,1488,141)
photo-caption: ಇಲಾಖೆ ಅಧಿಕಾರಿಗಳು ತಕ್ಷಣದಲ್ಲಿ xyxy=(593,1400,715,1414)
temple-devotees-photo xyxy=(958,741,1488,1062)
banking-workshop-photo xyxy=(958,152,1488,388)
farmer-leader-photo xyxy=(44,1357,216,1579)
former-mla-photo xyxy=(593,1186,756,1394)
column-rule-right xyxy=(949,152,950,1850)
registration-dot xyxy=(1353,2335,1373,2355)
divider xyxy=(44,1296,404,1297)
article-col3: ಮಾಲಕ ನಕಲಿ ಹೊಸದಾಗಿ ತೆರಿಗೆಯ ಕ್ರಮ ಮಾಡಲು ಇಲಾಖೆ ಕ್ರಮ ಕೈಗೊಂಡಿದೆ. ಸರಕು ಸಾಗಾಣಿಕೆ ವಾಹನಗಳ ತಪಾಸಣೆ ನಡೆಸಲಾಗುತ್ತಿದೆ. ತೆರಿಗೆ ವಂಚನೆ ಪ್ರಕರಣಗಳಲ್ಲಿ ಕಠಿಣ ಕ್ರಮ ಕೈಗೊಳ್ಳಲಾಗುವುದು. ವ್ಯಾಪಾರಸ್ಥರು ಸರಿಯಾದ ದಾಖಲೆ ನಿರ್ವಹಿಸಿ ತೆರಿಗೆ ಪಾವತಿಸಬೇಕು ಎಂದು ಸೂಚಿಸಿದರು. xyxy=(766,2042,941,2189)
felicitation-photo xyxy=(958,1174,1488,1443)
headline-line1: ವರ್ಷವಿಡೀ ಇಲ್ಲದ ಪರಿಸರ ಜಾಗೃತಿ xyxy=(476,152,884,195)
article-col2: ಪ್ರದೇಶಗಳಲ್ಲಿ ಬೆಳೆಗಳು ಹಾನಿಗೀಡಾಗಿವೆ. ವಿಶೇಷವಾಗಿ ಜುಲೈ 15 ರಿಂದ ಆಗಸ್ಟ್ 20ರ ಅವಧಿಯಲ್ಲಿ ಸುರಿದ ಮಳೆಯಿಂದಾಗಿ ತೊಂದರೆ ಉಂಟಾಗಿದೆ. ಹಲವು ಉತ್ಪಾದನೆ ಹಾಗೂ ದಿನಗೂಲಿ ಕಾರ್ಯಗಳಲ್ಲಿ ವ್ಯತ್ಯಯ ಉಂಟಾಗಿದ್ದು, ರೈತರ ಬದುಕು ಸಂಕಷ್ಟಕ್ಕೆ ಸಿಲುಕಿದೆ. ಬೆಳೆ ವಿಮೆ ಕಂಪನಿಗಳು ರೈತರಿಗೆ ತಕ್ಷಣ ಪರಿಹಾರ ನೀಡಬೇಕು. ಮನೆಗಳು ಕುಸಿದ ಕುಟುಂಬಗಳಿಗೆ ವಸತಿ ವ್ಯವಸ್ಥೆ ಮಾಡಬೇಕು. ಬೆಳೆ ಹಾನಿ ಸಮೀಕ್ಷೆಯನ್ನು ಪಾರದರ್ಶಕವಾಗಿ ನಡೆಸಿ ಪ್ರತಿ ಎಕರೆಗೆ 25 ಸಾವಿರ ರೂಪಾಯಿ ಪರಿಹಾರ ನೀಡಬೇಕೆಂದು ಅವರು ಒತ್ತಾಯಿಸಿದ್ದಾರೆ. ಜಿಲ್ಲಾಡಳಿತ ಕೂಡಲೇ ಕ್ರಮ ಕೈಗೊಳ್ಳಬೇಕು. ಇಲ್ಲದಿದ್ದರೆ ರೈತರೊಂದಿಗೆ ಉಗ್ರ ಹೋರಾಟ ನಡೆಸಲಾಗುವುದು ಎಂದು ಎಚ್ಚರಿಸಿದರು. xyxy=(766,1185,941,1484)
article-col2: ನಗರದ ಜಿಲ್ಲಾ ಪತ್ರಿಕಾ ಭವನದಲ್ಲಿ ಸುದ್ದಿಗೋಷ್ಠಿಯಲ್ಲಿ ಮಾತನಾಡಿದ ಅವರು, ಕೆಲವರು ಜಿಎಸ್‌ಟಿ ನೋಂದಣಿ ಪಡೆದು ನಕಲಿ ಬಿಲ್ ಮೂಲಕ ವಂಚನೆ ಮಾಡುತ್ತಿದ್ದಾರೆ. ಇಂತಹ ಪ್ರಕರಣಗಳ ಮೇಲೆ ಇಲಾಖೆ ನಿಗಾ ವಹಿಸಿದೆ. ಆರೋಪಿಯನ್ನು ನ್ಯಾಯಾಂಗ ಬಂಧನಕ್ಕೆ ಒಪ್ಪಿಸಲಾಗಿದೆ. ಬೆಂಗಳೂರು ಮತ್ತು ಬೀದರ್ ಸೇರಿದಂತೆ ಹಲವು ಕಡೆ ತಪಾಸಣೆ ನಡೆಸಲಾಗಿದೆ. ನಕಲಿ ಬಿಲ್ ನೀಡುವ ಜಾಲದ ಕುರಿತು ಸಾರ್ವಜನಿಕರು ಮಾಹಿತಿ ನೀಡಬೇಕು ಎಂದು ಮನವಿ ಮಾಡಿದರು. xyxy=(593,2079,756,2302)
town-panchayat-notice-ad xyxy=(44,1904,405,2149)
divider xyxy=(44,738,404,739)
registration-dot xyxy=(1442,2335,1462,2355)
group-photo-image-icon xyxy=(958,1174,1488,1443)
bjp-leader-photo xyxy=(593,268,756,476)
headline: ಜೂಜಾಟ: 8 ಜನರ ಬಂಧನ xyxy=(94,1054,354,1087)
article-col3: ಎಂದರು. ಸಂಸ್ಥೆಯ ಅಧ್ಯಕ್ಷ ಲಕ್ಷ್ಮೀಪತ್ತಿ, ರಾಜ್ಯಾಧ್ಯಕ್ಷ ಜಿ.ಬಿ ಪಾಟೀಲ ಸೇರಿದಂತೆ ಇತರರು ಉಪಸ್ಥಿತರಿದ್ದರು. ಸಮಾರಂಭದಲ್ಲಿ ವಿವಿಧ ಕ್ಷೇತ್ರಗಳ ಗಣ್ಯರು ಪಾಲ್ಗೊಂಡಿದ್ದರು. ಕಾರ್ಯಕ್ರಮದ ಅಂಗವಾಗಿ ವಿದ್ಯಾರ್ಥಿಗಳಿಗೆ ಪ್ರತಿಭಾ ಪುರಸ್ಕಾರ ವಿತರಿಸಲಾಯಿತು. ಶಿಕ್ಷಕರು, ವಿದ್ಯಾರ್ಥಿಗಳು ಹಾಗೂ ಅನೇಕ ಅಭಿಮಾನಿಗಳು ಭಾಗವಹಿಸಿದ್ದರು. xyxy=(1313,1449,1488,1596)
masthead-logo: ಸಂಜೆವಾಣಿ xyxy=(679,89,833,136)
ad-email[interactable]: E-mail:itstaff_ulb_examba@yahoo.com ka.exmba tq@gmail.com Ph: 08338-276982 xyxy=(52,1974,381,1998)
masthead-email[interactable]: contact@sanjevani.com xyxy=(222,119,410,135)
person-portrait-icon xyxy=(44,1357,216,1579)
press-meet-image-icon xyxy=(593,1944,1121,2037)
tribute-image-icon xyxy=(1127,1913,1488,2135)
headline-line1: ಕಲ್ಯಾಣ ಕರ್ನಾಟಕ ಭಾಯಾ xyxy=(99,152,350,186)
registration-dot xyxy=(1398,2335,1417,2355)
masthead-rule xyxy=(44,145,1488,147)
ad-signature-left: ಸ್ವಾ/– ಮುಖ್ಯಾಧಿಕಾರಿಗಳು ಪಟ್ಟಣ ಪಂಚಾಯತ ಎಕ್ಸಂಬಾ xyxy=(77,2114,208,2136)
photo-caption: ಆಯುಕ್ತೆ ಯಾಸ್ಮಿನ್ ಬೇಗಂ ಜ ವಾಲಿಕಾರ ತಿಳಿಸಿದರು. xyxy=(593,2042,741,2074)
art-exhibition-photo xyxy=(958,446,1488,646)
article-col1: ಕಲಬುರಗಿ,ಆ.23:ಆಳಂದ ತಾಲೂಕಿನಲ್ಲಿ ಸತತವಾಗಿ 15 ದಿನಗಳಿಂದ ಸುರಿದ ಮಳೆಯಿಂದ ಅಪಾರ ಪ್ರಮಾಣದಲ್ಲಿ ಬೆಳೆ, ಆಸ್ತಿ ಹಾನಿ ಸಂಭವಿಸಿದ್ದು ತಕ್ಷಣವೇ ಸರ್ಕಾರ ಕೂಡಲೇ ಪರಿಹಾರ ನೀಡಬೇಕು ಎಂದು ಮಾಜಿ ಶಾಸಕ ಸುಭಾಷ ಆರ್ ಗುತ್ತೇದಾರ ಆಗ್ರಹಿಸಿದ್ದಾರೆ. ಈ ಕುರಿತು ಪತ್ರಿಕಾ ಹೇಳಿಕೆ ನೀಡಿರುವ ಅವರು, ಉತ್ತಮ ಫಸಲಿನ ನಿರೀಕ್ಷೆಯಲ್ಲಿದ್ದ ರೈತರು ಈಗ ಕಂಗಾಲಾಗಿದ್ದಾರೆ. ಆಳಂದ ತಾಲೂಕಿನಲ್ಲಿ ವ್ಯಾಪಕ ಮಳೆ ಸುರಿದಿರುವುದರಿಂದ ಅಪಾರ ಪ್ರಮಾಣದ ಹಾನಿಯಾಗಿದೆ. ಹಾನಿ ಸ್ವಕ್ಕೆ ಅಧಿಕಾರಿಗಳು ಬೇಗ ನೀಡಿ ಸರ್ಕಾರಕ್ಕೆ ವರದಿ ನೀಡಲು ಆಗ್ರಹಿಸಿದ್ದಾರೆ. ಮಳೆ ವ್ಯಾಪಕವಾಗಿ ಬಿದ್ದಿರುವುದರಿಂದ ತಾಲೂಕಿನ ನಾಗರಿಕರಿಗೆ ಅಪಾರ ಪ್ರಮಾಣದ ಹಾನಿಯು ಘಟಿಸಿದೆ. ರೈತರು ಹಸ್ತಚಿತ್ತ ಪ್ರಮಾಣದಲ್ಲಿ ಬಿತ್ತಿದ್ದ ಹೆಸರು, ಉದ್ದು, ತೊಗರಿ ಬೆಳೆಗಳು ನೀರುಪಾಲಾಗಿವೆ. ಕಂದಾಯ ಇಲಾಖೆಯ ಅಧಿಕಾರಿಗಳು ಸಮೀಕ್ಷೆ ನಡೆಸಿ ನಿಖರ ವರದಿ ನೀಡಬೇಕು. xyxy=(419,1185,583,1597)
article-col2: ಶಿವಕುಮಾರ, ನಾಗರಾಜ, ಸುನೀಲಕುಮಾರ ಅವರು ದಾಳಿ ನಡೆಸಿ ತಾಜ್ ಸುಲ್ತಾನಪೂರ ನ್ಯೂ ಬಸವೇಶ್ವರ ಕಾಲೋನಿಯ ಸಿದ್ದಣ್ಣ ತಂದೆ ಮಾಣಿಕರಾವ ಧನಶ್ರೀ (42) ಎಂಬಾತನನ್ನು ಬಂಧಿಸಿ 3540 ರೂ.ನಗದು, ಮಟಕಾ ಚೀಟಿ ಜಪ್ತಿ ಮಾಡಲಾಗಿದೆ. ಈ ಬಗ್ಗೆ ಬ್ರಹ್ಮಪುರ ಪೊಲೀಸ್ ಠಾಣೆಯಲ್ಲಿ ಪ್ರಕರಣ ದಾಖಲಾಗಿದೆ. xyxy=(227,816,405,944)
masthead-city-right: ಕಲಬುರಗಿ xyxy=(1388,96,1436,114)
article-col2: ಉದ್ಯಮಿ ಸತೀಶ ವಿ.ಗುತ್ತೇದಾರ, ರಾಜ್ಯ ಪ್ರಶಸ್ತಿ ಪುರಸ್ಕೃತರಾದ ಮೊಹಮ್ಮದ ಅಯಾಜುದ್ದೀನ್ ಪಟೇಲ್, ಜಿಲ್ಲಾ ಕಾರ್ಯನಿರತ ಪತ್ರಕರ್ತರ ಸಂಘದ ಅಧ್ಯಕ್ಷ ಬಾಬುರಾವ ಯಡ್ರಾಮಿ ಮುಖ್ಯ ಅತಿಥಿಗಳಾಗಿ ಆಗಮಿಸುವರು. ಜಿಲ್ಲಾ ಫೋಟೋಗ್ರಾಫರ್ಸ್ ಅಸೋಸಿಯೇಶನ್ ಅಧ್ಯಕ್ಷ ಬಸವರಾಜ ಸಿ.ಕೋಟನೂರ ಅಧ್ಯಕ್ಷತೆ ವಹಿಸುವರು. ಛಾಯಾಗ್ರಾಹಕರಾದ ರಾಜಶೇಖರ ನಾಗಶೆಟ್ಟಿ,ರಾಜೇಶ ಮಲಂಗ್ರಾಕರ, ಸುಭಾಷ ಹುಲಸೂಡೆ, ಅಬ್ದುಲ ಗನಿ,ಬಾಬಾಸೇಟ್,ಪಟ್ಟೇಡಾರ್ ಬೇಮನಿ,ಮಲ್ಲಿಕಾರ್ಜುನ ಮಾಡಗಿ ನೀಲಕಂಠ ಕಲ್ಲೂರ, ಲಿಂಗರಾಜ ಸೇಡಂ, ಸುನೀಲ ಕುಮಾರ ಎಂ, ಬಸವರಾಜ ಗುರೆಯದ್ದು,ವೀರಯ್ಯ ಹಿರೇಮಠ, ಅರುಣಕುಮಾರ, ನಿತೀನ ಬಾಬು ಟ್ಟಿಗೆ ವ್ಯಾಪಾರ ಅಲೀಗಾರ ಅವರಿಗೆ ಕಲ್ಯಾಣ ಕರ್ನಾಟಕ ಛಾಯಾ ಸಾಧಕ ಪ್ರಶಸ್ತಿ ನೀಡಿ ಗೌರವಿಸಲಾಗುವುದು. xyxy=(227,239,405,594)
registration-dot xyxy=(47,2335,67,2355)
photo-caption: ಮಾರ್ತಿಗಳನ್ನು ತಯಾರಿಕೆಗೆ ಅನುಮತಿ ನೀಡಿದ್ದಾರೆ. ಆದರೆ ಪರಿಸರದಲ್ಲಿ xyxy=(593,482,732,514)
headline-line2: ಮಾಜಿ ಶಾಸಕ ಗುತ್ತೇದಾರ ಆಗ್ರಹ xyxy=(499,1121,861,1162)
divider xyxy=(419,1069,941,1071)
ad-signature-right: ಸ್ವಾ/– ಅಧ್ಯಕ್ಷರು ಪಟ್ಟಣ ಪಂಚಾಯತ ಎಕ್ಸಂಬಾ xyxy=(248,2114,377,2125)
masthead-contact-line: ಜಾಹೀರಾತುಗಾಗಿ ಸಂಪರ್ಕಿಸಿ : 94498 71843 xyxy=(102,96,332,113)
temple-crowd-image-icon xyxy=(958,741,1488,1062)
headline-line2: ಗಣೇಶೋತ್ಸವದಲ್ಲಿ ಮಾತ್ರ ಏಕೆ? xyxy=(494,202,866,245)
